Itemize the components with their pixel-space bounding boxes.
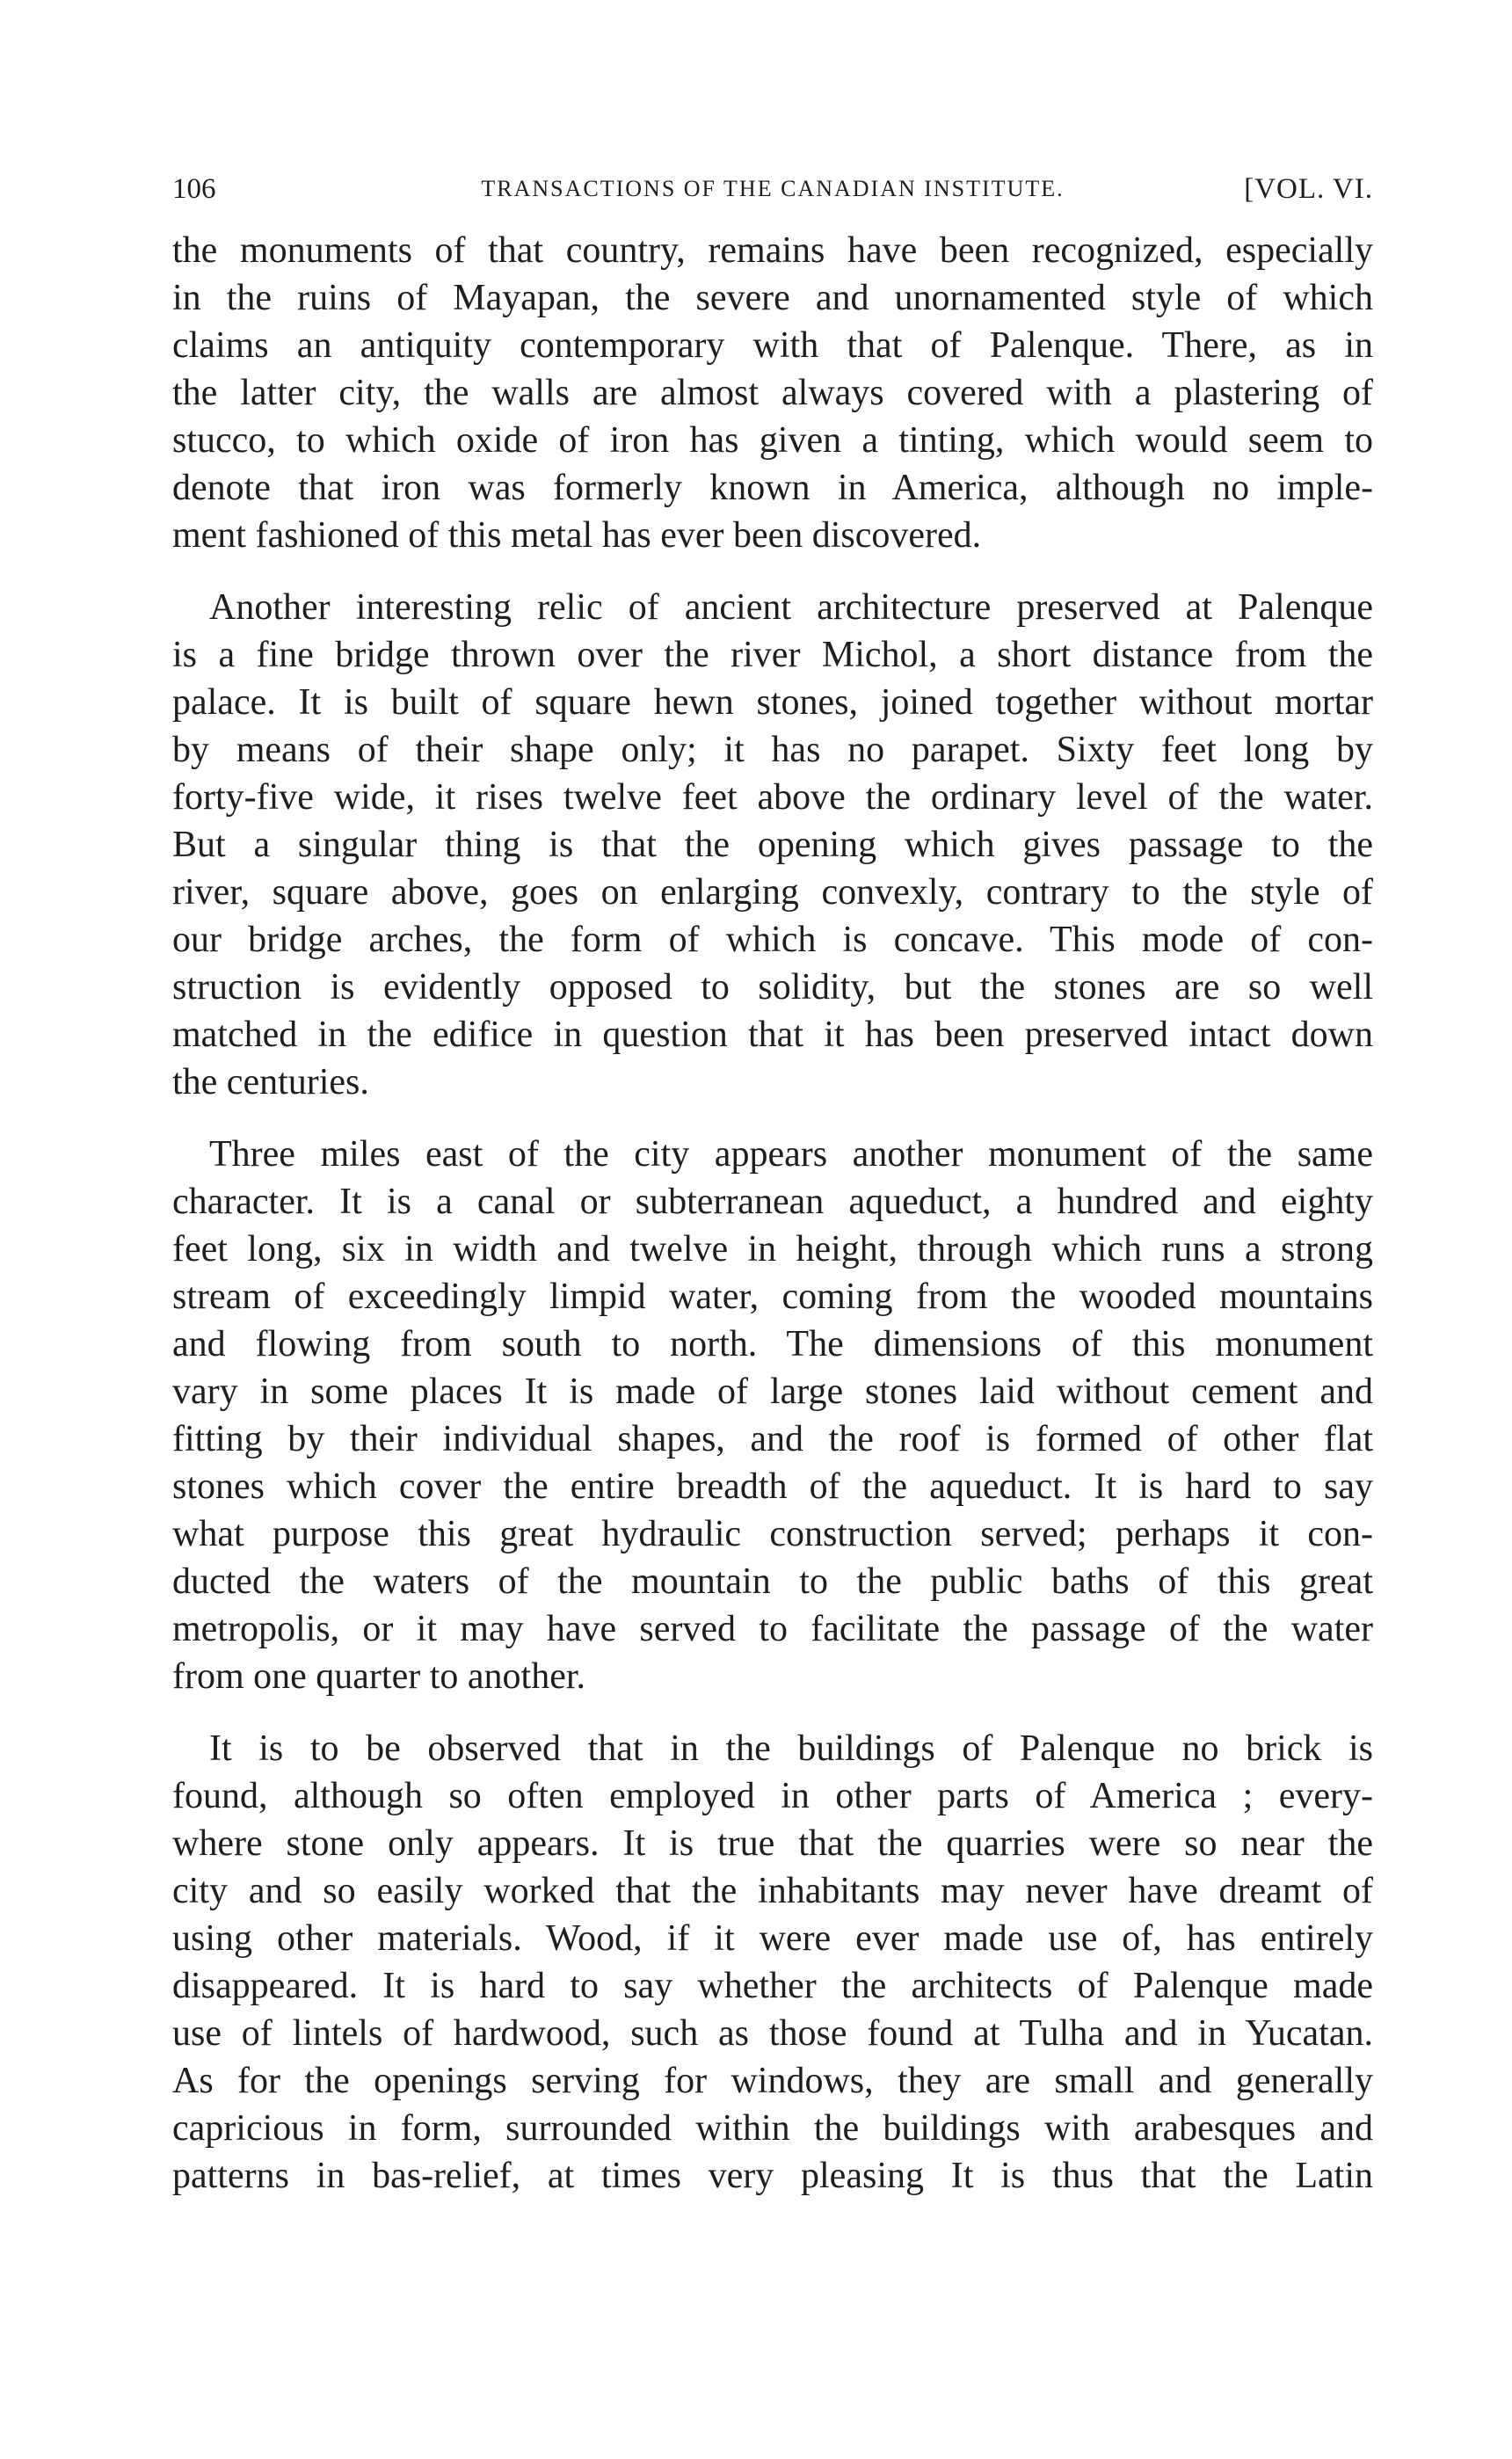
text-line: struction is evidently opposed to solidity, but the stones are so well (172, 967, 1373, 1008)
paragraph-3 (172, 1131, 1373, 1700)
text-line: and flowing from south to north. The dimensions of this monument (172, 1324, 1373, 1364)
text-line: by means of their shape only; it has no parapet. Sixty feet long by (172, 730, 1373, 770)
volume-label: [VOL. VI. (1244, 173, 1373, 205)
text-line: patterns in bas-relief, at times very pleasing It is thus that the Latin (172, 2156, 1373, 2196)
text-line: claims an antiquity contemporary with that of Palenque. There, as in (172, 325, 1373, 366)
text-line: denote that iron was formerly known in America, although no imple- (172, 468, 1373, 508)
text-line: using other materials. Wood, if it were ever made use of, has entirely (172, 1918, 1373, 1959)
text-line: stucco, to which oxide of iron has given a tinting, which would seem to (172, 420, 1373, 461)
paragraph-2 (172, 584, 1373, 1106)
text-line: city and so easily worked that the inhabitants may never have dreamt of (172, 1871, 1373, 1911)
running-head (172, 167, 1373, 211)
text-line: is a fine bridge thrown over the river Michol, a short distance from the (172, 635, 1373, 675)
text-line: disappeared. It is hard to say whether the architects of Palenque made (172, 1966, 1373, 2006)
text-line: It is to be observed that in the buildings of Palenque no brick is (209, 1728, 1373, 1769)
text-line: ment fashioned of this metal has ever been discovered. (172, 515, 982, 556)
text-line: the latter city, the walls are almost always covered with a plastering of (172, 373, 1373, 413)
text-line: found, although so often employed in other parts of America ; every- (172, 1776, 1373, 1816)
text-line: forty-five wide, it rises twelve feet above the ordinary level of the water. (172, 777, 1373, 818)
journal-title: TRANSACTIONS OF THE CANADIAN INSTITUTE. (481, 176, 1065, 201)
text-line: from one quarter to another. (172, 1656, 585, 1697)
body-text (172, 227, 1373, 2224)
text-line: use of lintels of hardwood, such as those found at Tulha and in Yucatan. (172, 2013, 1373, 2054)
text-line: fitting by their individual shapes, and the roof is formed of other flat (172, 1419, 1373, 1459)
text-line: Three miles east of the city appears another monument of the same (209, 1134, 1373, 1175)
page-number: 106 (172, 173, 216, 205)
text-line: river, square above, goes on enlarging convexly, contrary to the style of (172, 872, 1373, 913)
text-line: stream of exceedingly limpid water, coming from the wooded mountains (172, 1277, 1373, 1317)
text-line: in the ruins of Mayapan, the severe and unornamented style of which (172, 278, 1373, 318)
paragraph-1 (172, 227, 1373, 559)
text-line: vary in some places It is made of large stones laid without cement and (172, 1371, 1373, 1412)
text-line: ducted the waters of the mountain to the public baths of this great (172, 1561, 1373, 1602)
paragraph-4 (172, 1725, 1373, 2200)
text-line: matched in the edifice in question that it has been preserved intact down (172, 1015, 1373, 1055)
text-line: where stone only appears. It is true that the quarries were so near the (172, 1823, 1373, 1864)
text-line: our bridge arches, the form of which is concave. This mode of con- (172, 920, 1373, 960)
text-line: metropolis, or it may have served to facilitate the passage of the water (172, 1609, 1373, 1649)
text-line: feet long, six in width and twelve in height, through which runs a strong (172, 1229, 1373, 1270)
text-line: capricious in form, surrounded within the buildings with arabesques and (172, 2108, 1373, 2149)
text-line: what purpose this great hydraulic construction served; perhaps it con- (172, 1514, 1373, 1554)
text-line: the centuries. (172, 1062, 369, 1102)
text-line: But a singular thing is that the opening which gives passage to the (172, 825, 1373, 865)
text-line: character. It is a canal or subterranean aqueduct, a hundred and eighty (172, 1182, 1373, 1222)
text-line: Another interesting relic of ancient architecture preserved at Palenque (209, 587, 1373, 628)
text-line: palace. It is built of square hewn stones, joined together without mortar (172, 682, 1373, 723)
text-line: the monuments of that country, remains have been recognized, especially (172, 230, 1373, 271)
text-line: stones which cover the entire breadth of the aqueduct. It is hard to say (172, 1466, 1373, 1507)
text-line: As for the openings serving for windows, they are small and generally (172, 2061, 1373, 2101)
